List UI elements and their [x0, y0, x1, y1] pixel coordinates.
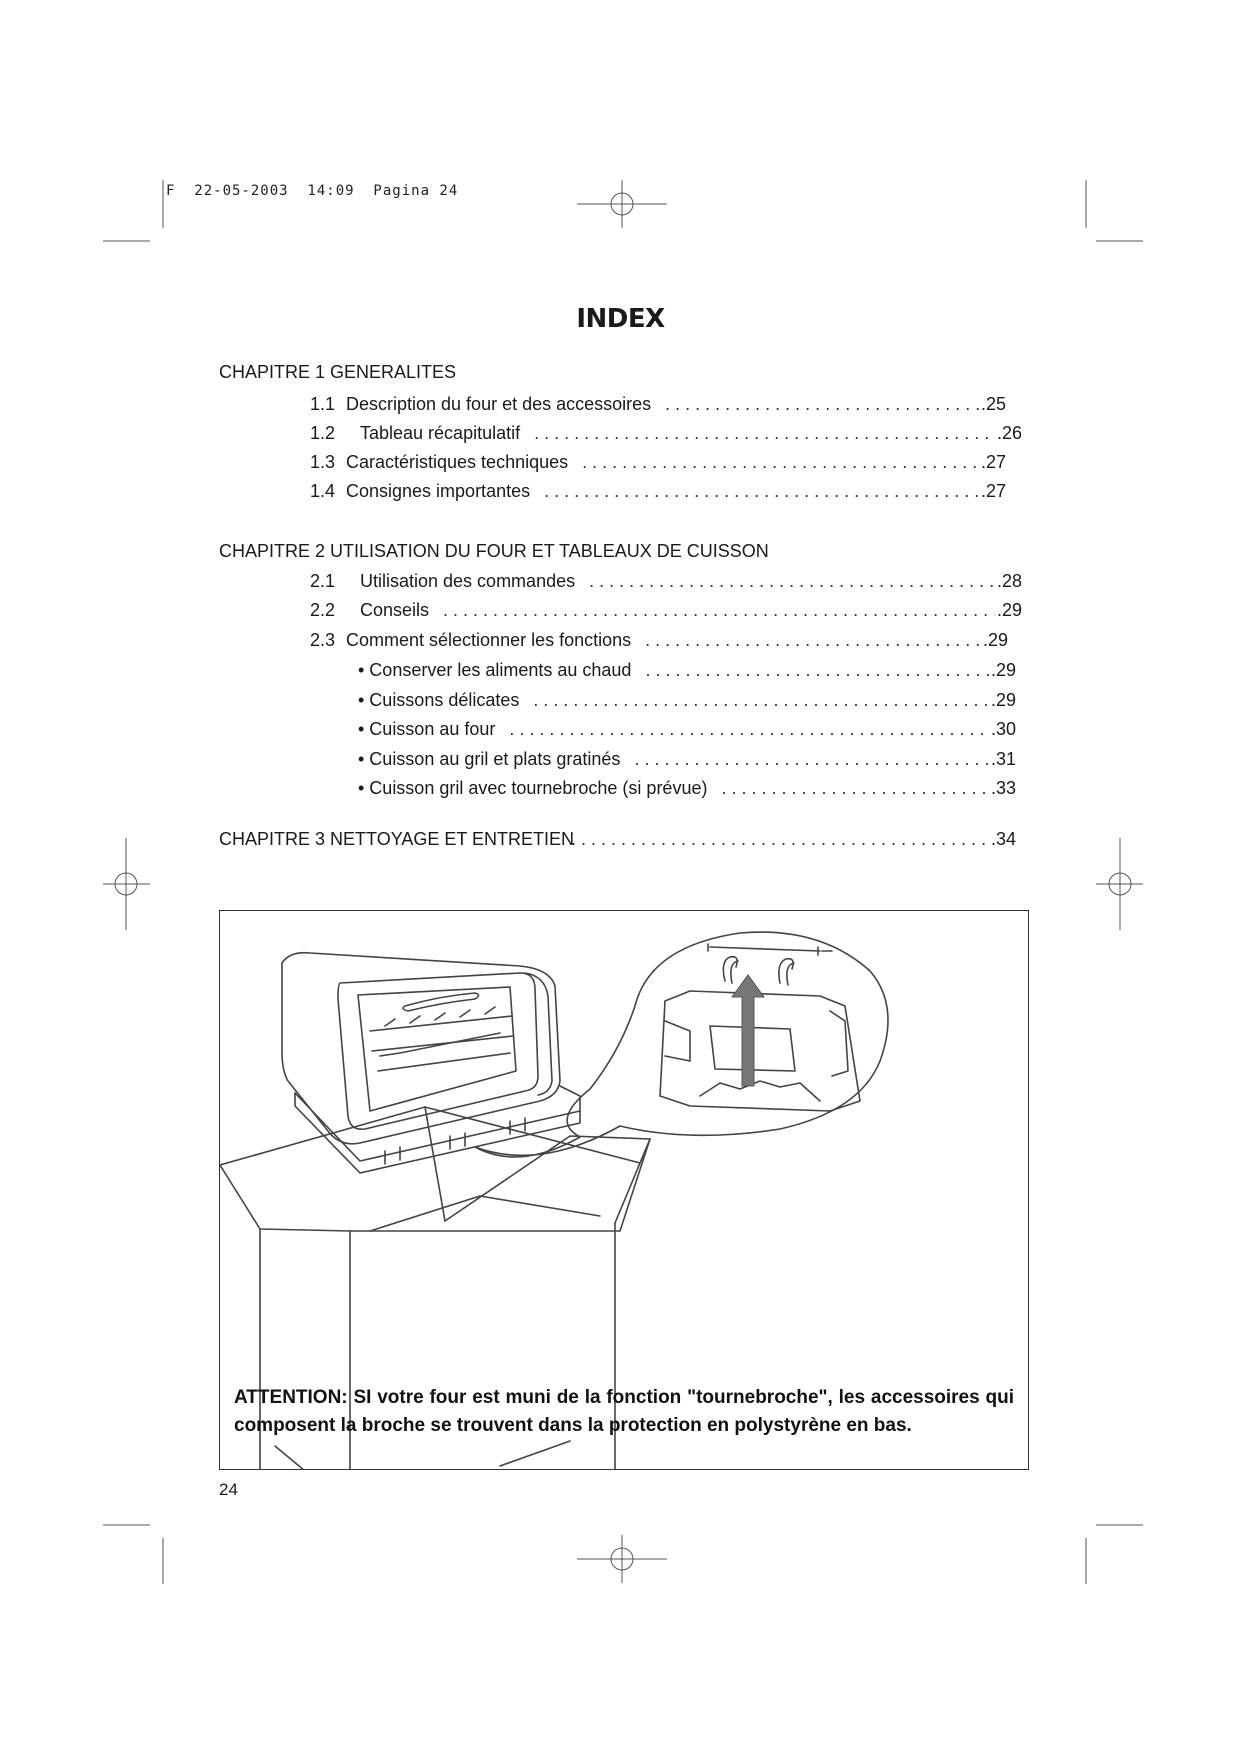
leader-dots [645, 660, 989, 681]
leader-dots [571, 829, 989, 850]
toc-row-wrap [358, 749, 1016, 773]
toc-row-wrap [310, 423, 1022, 447]
toc-row-wrap [358, 690, 1016, 714]
toc-row-wrap [358, 660, 1016, 684]
toc-entry-page: .29 [996, 600, 1022, 620]
toc-row-wrap [358, 778, 1016, 802]
toc-entry[interactable] [310, 423, 1022, 447]
toc-entry-number: 1.2 [310, 423, 336, 443]
page-title: INDEX [576, 304, 665, 334]
toc-entry-number: 2.1 [310, 571, 336, 591]
toc-entry[interactable] [310, 630, 1008, 654]
toc-entry-number: 1.4 [310, 481, 336, 501]
toc-subentry-label: • Cuisson au four [358, 719, 496, 739]
toc-row-wrap [310, 571, 1022, 595]
toc-subentry-label: • Cuissons délicates [358, 690, 520, 710]
leader-dots [443, 600, 995, 621]
toc-entry-number: 1.1 [310, 394, 336, 414]
toc-subentry-page: .33 [990, 778, 1016, 798]
toc-subentry-page: .31 [990, 749, 1016, 769]
toc-entry-number: 1.3 [310, 452, 336, 472]
chapter-3-page: .34 [990, 829, 1016, 849]
leader-dots [534, 423, 995, 444]
leader-dots [533, 690, 989, 711]
toc-subentry-page: .30 [990, 719, 1016, 739]
toc-subentry-label: • Conserver les aliments au chaud [358, 660, 632, 680]
leader-dots [589, 571, 995, 592]
page-number: 24 [219, 1480, 238, 1499]
toc-entry-page: .25 [980, 394, 1006, 414]
toc-subentry-label: • Cuisson gril avec tournebroche (si prévue) [358, 778, 708, 798]
leader-dots [582, 452, 979, 473]
print-slug: F 22-05-2003 14:09 Pagina 24 [166, 183, 459, 199]
warning-note: ATTENTION: SI votre four est muni de la fonction "tournebroche", les accessoires qui composent la broche se trouvent dans la protection en polystyrène en bas. [234, 1387, 1014, 1436]
toc-subentry[interactable] [358, 660, 1016, 684]
toc-subentry-page: .29 [990, 660, 1016, 680]
toc-entry-label: Utilisation des commandes [360, 571, 576, 591]
toc-entry-page: .26 [996, 423, 1022, 443]
toc-entry[interactable] [310, 481, 1006, 505]
toc-entry-label: Consignes importantes [346, 481, 531, 501]
toc-row-wrap [219, 829, 1016, 853]
toc-entry[interactable] [310, 600, 1022, 624]
toc-entry-page: .28 [996, 571, 1022, 591]
toc-subentry[interactable] [358, 690, 1016, 714]
toc-entry[interactable] [310, 394, 1006, 418]
toc-row-wrap [310, 630, 1008, 654]
toc-row-wrap [310, 600, 1022, 624]
toc-entry-page: .29 [982, 630, 1008, 650]
toc-entry[interactable] [310, 571, 1022, 595]
toc-subentry[interactable] [358, 749, 1016, 773]
toc-entry-page: .27 [980, 452, 1006, 472]
toc-list-chapter-1 [310, 394, 1006, 418]
toc-entry-label: Tableau récapitulatif [360, 423, 521, 443]
toc-subentry[interactable] [358, 719, 1016, 743]
chapter-3-entry[interactable] [219, 829, 1016, 853]
toc-row-wrap [310, 481, 1006, 505]
toc-row-wrap [310, 452, 1006, 476]
leader-dots [665, 394, 979, 415]
toc-subentry[interactable] [358, 778, 1016, 802]
chapter-3-heading: CHAPITRE 3 NETTOYAGE ET ENTRETIEN [219, 829, 575, 849]
chapter-2-heading: CHAPITRE 2 UTILISATION DU FOUR ET TABLEAUX DE CUISSON [219, 541, 769, 561]
toc-subentry-page: .29 [990, 690, 1016, 710]
toc-entry-label: Comment sélectionner les fonctions [346, 630, 632, 650]
toc-entry-label: Conseils [360, 600, 430, 620]
toc-entry-label: Description du four et des accessoires [346, 394, 652, 414]
leader-dots [634, 749, 989, 770]
leader-dots [721, 778, 989, 799]
toc-entry[interactable] [310, 452, 1006, 476]
leader-dots [645, 630, 981, 651]
chapter-1-heading: CHAPITRE 1 GENERALITES [219, 362, 457, 382]
toc-row-wrap [358, 719, 1016, 743]
toc-entry-label: Caractéristiques techniques [346, 452, 569, 472]
toc-entry-number: 2.3 [310, 630, 336, 650]
leader-dots [544, 481, 979, 502]
toc-entry-page: .27 [980, 481, 1006, 501]
toc-subentry-label: • Cuisson au gril et plats gratinés [358, 749, 621, 769]
leader-dots [509, 719, 989, 740]
toc-entry-number: 2.2 [310, 600, 336, 620]
